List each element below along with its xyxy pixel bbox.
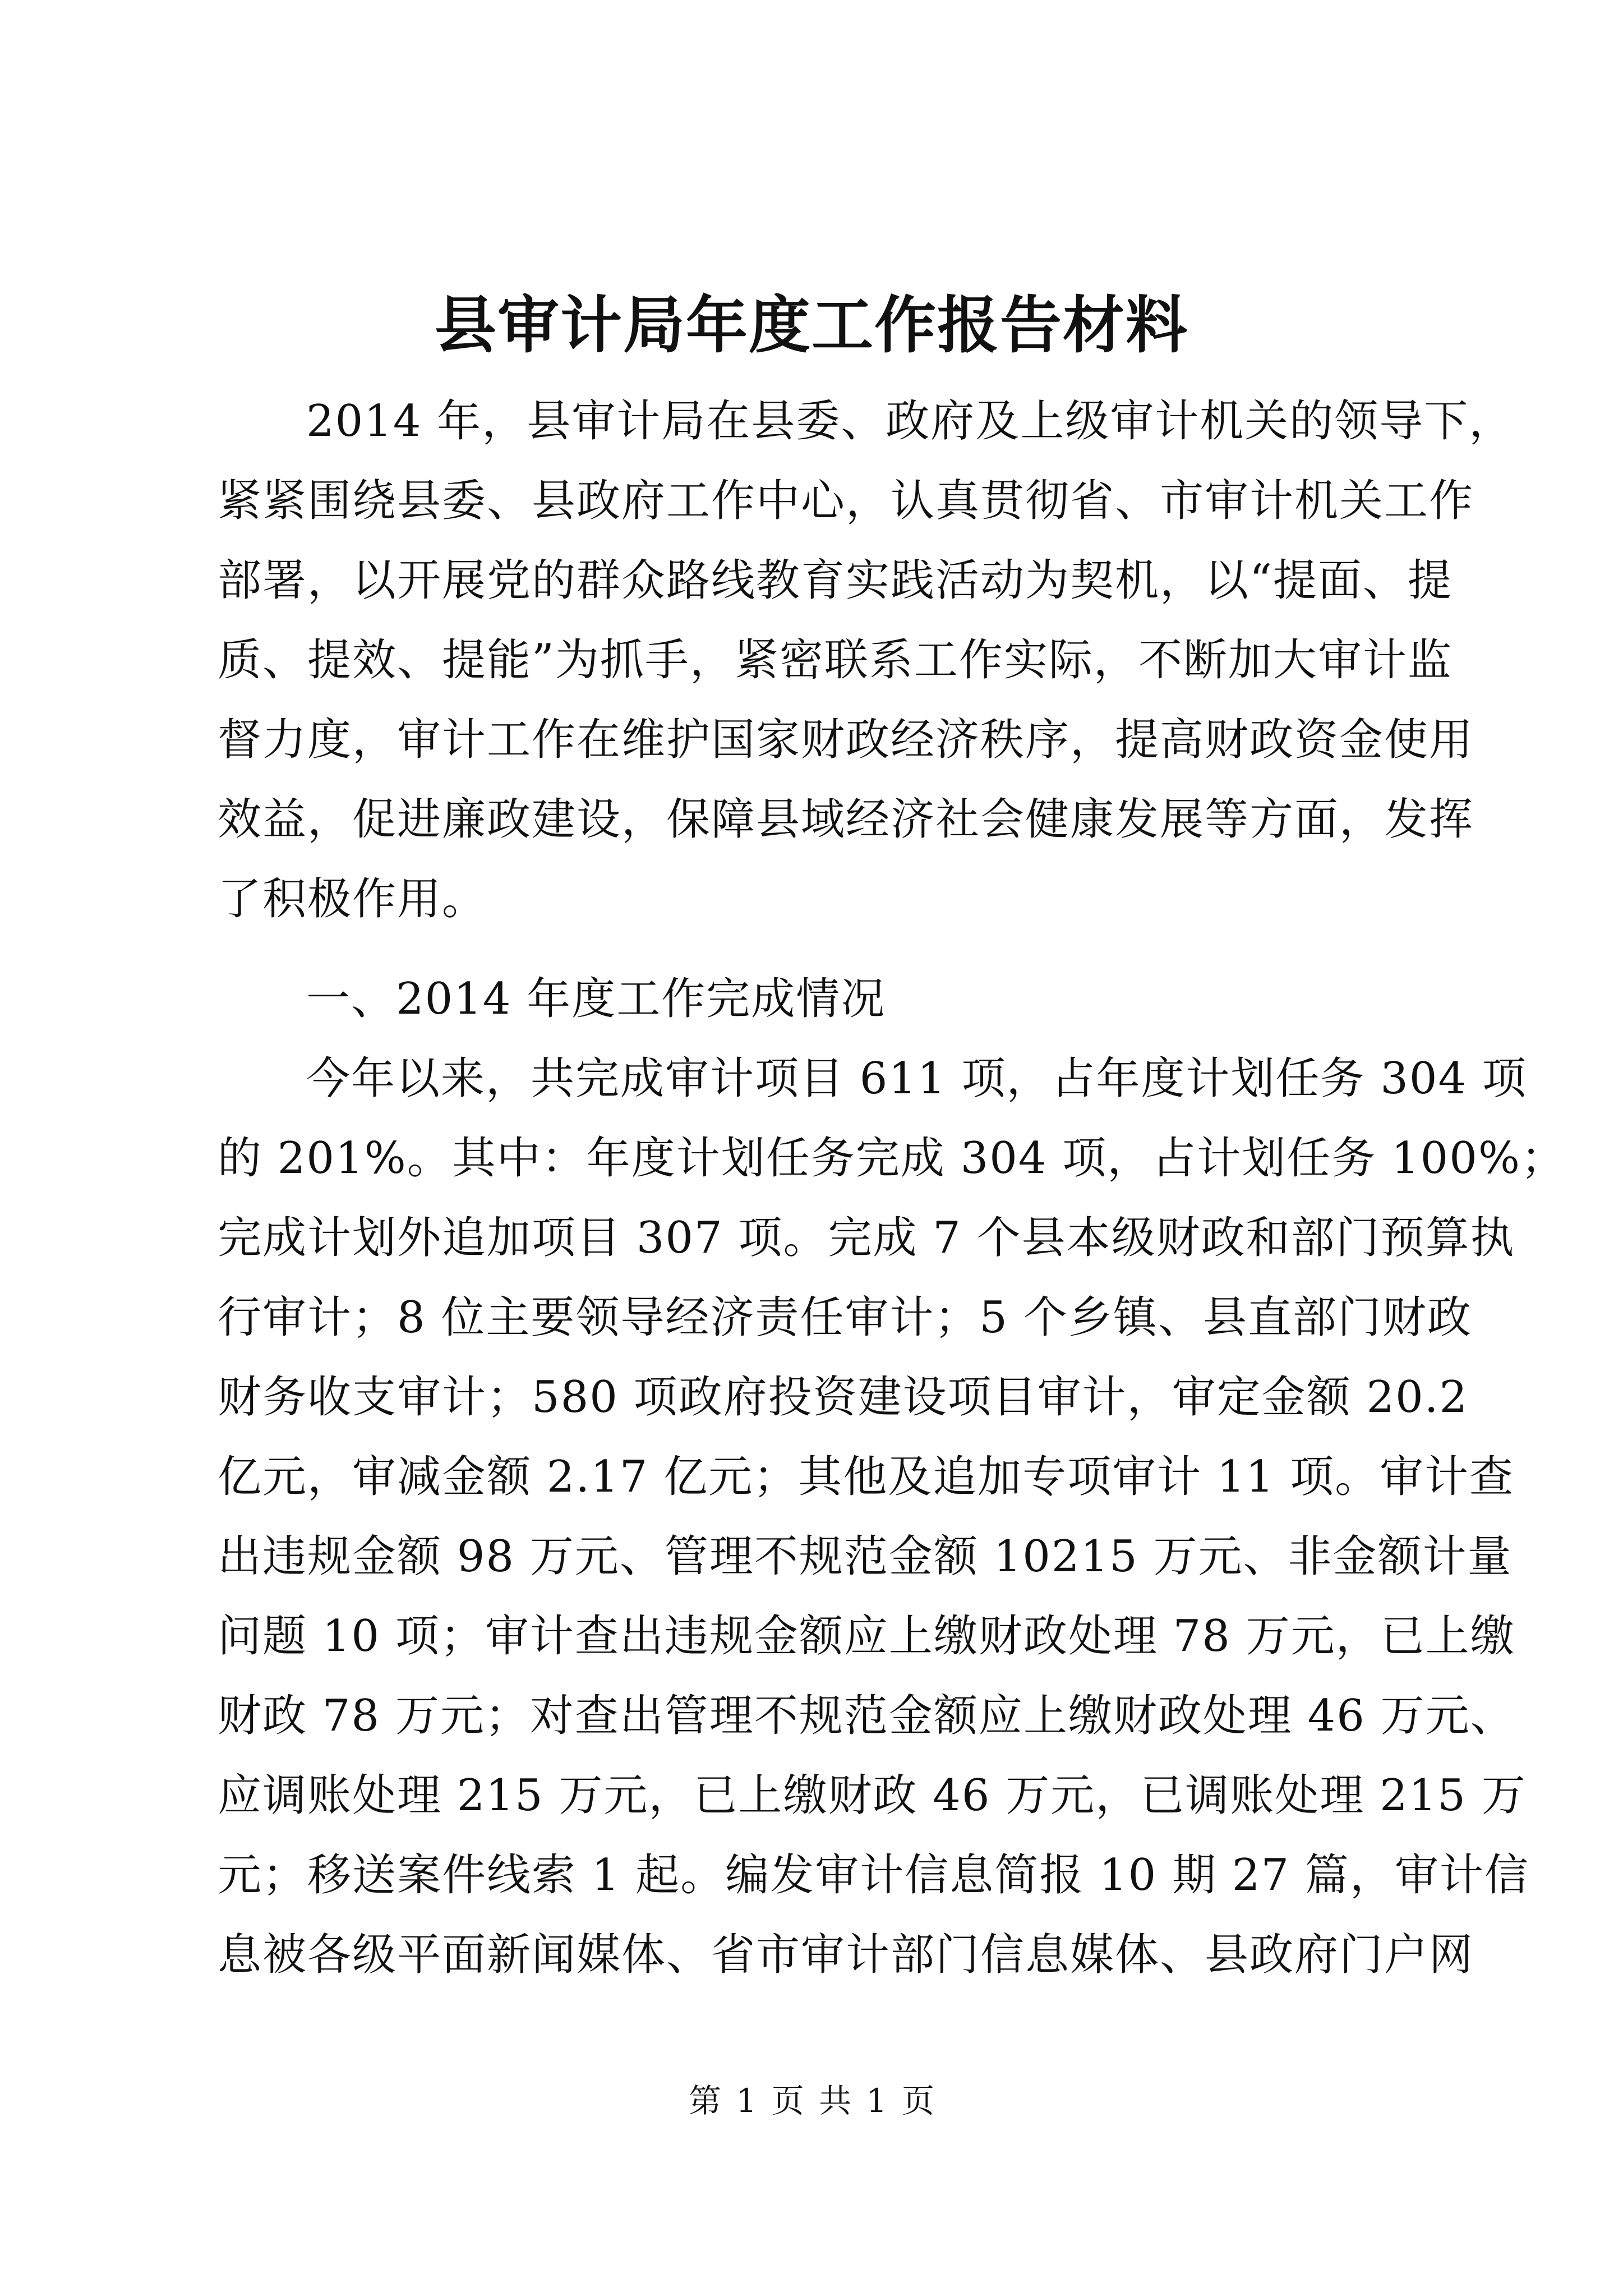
document-body (218, 381, 1566, 1995)
text-line: 今年以来，共完成审计项目 611 项，占年度计划任务 304 项 (306, 1053, 1527, 1104)
text-line: 部署，以开展党的群众路线教育实践活动为契机，以“提面、提 (218, 555, 1453, 606)
text-line: 财政 78 万元；对查出管理不规范金额应上缴财政处理 46 万元、 (218, 1691, 1515, 1741)
text-line: 元；移送案件线索 1 起。编发审计信息简报 10 期 27 篇，审计信 (218, 1850, 1529, 1901)
text-line: 问题 10 项；审计查出违规金额应上缴财政处理 78 万元，已上缴 (218, 1611, 1515, 1662)
text-line: 息被各级平面新闻媒体、省市审计部门信息媒体、县政府门户网 (218, 1930, 1474, 1980)
text-line: 行审计；8 位主要领导经济责任审计；5 个乡镇、县直部门财政 (218, 1292, 1472, 1343)
text-line: 督力度，审计工作在维护国家财政经济秩序，提高财政资金使用 (218, 715, 1474, 765)
text-line: 效益，促进廉政建设，保障县域经济社会健康发展等方面，发挥 (218, 794, 1474, 845)
text-line: 2014 年，县审计局在县委、政府及上级审计机关的领导下， (306, 396, 1514, 447)
text-line: 的 201%。其中：年度计划任务完成 304 项，占计划任务 100%； (218, 1133, 1566, 1184)
paragraph-intro (218, 381, 1514, 939)
text-line: 亿元，审减金额 2.17 亿元；其他及追加专项审计 11 项。审计查 (218, 1452, 1515, 1502)
text-line: 了积极作用。 (218, 874, 487, 924)
text-line: 出违规金额 98 万元、管理不规范金额 10215 万元、非金额计量 (218, 1531, 1513, 1582)
page-number-footer: 第 1 页 共 1 页 (689, 2082, 934, 2120)
text-line: 应调账处理 215 万元，已上缴财政 46 万元，已调账处理 215 万 (218, 1770, 1527, 1821)
paragraph-completion (218, 1039, 1566, 1995)
document-title: 县审计局年度工作报告材料 (435, 289, 1188, 361)
text-line: 财务收支审计；580 项政府投资建设项目审计，审定金额 20.2 (218, 1372, 1469, 1423)
text-line: 完成计划外追加项目 307 项。完成 7 个县本级财政和部门预算执 (218, 1213, 1515, 1263)
section-heading: 一、2014 年度工作完成情况 (306, 974, 886, 1024)
text-line: 质、提效、提能”为抓手，紧密联系工作实际，不断加大审计监 (218, 635, 1453, 685)
text-line: 紧紧围绕县委、县政府工作中心，认真贯彻省、市审计机关工作 (218, 476, 1474, 526)
